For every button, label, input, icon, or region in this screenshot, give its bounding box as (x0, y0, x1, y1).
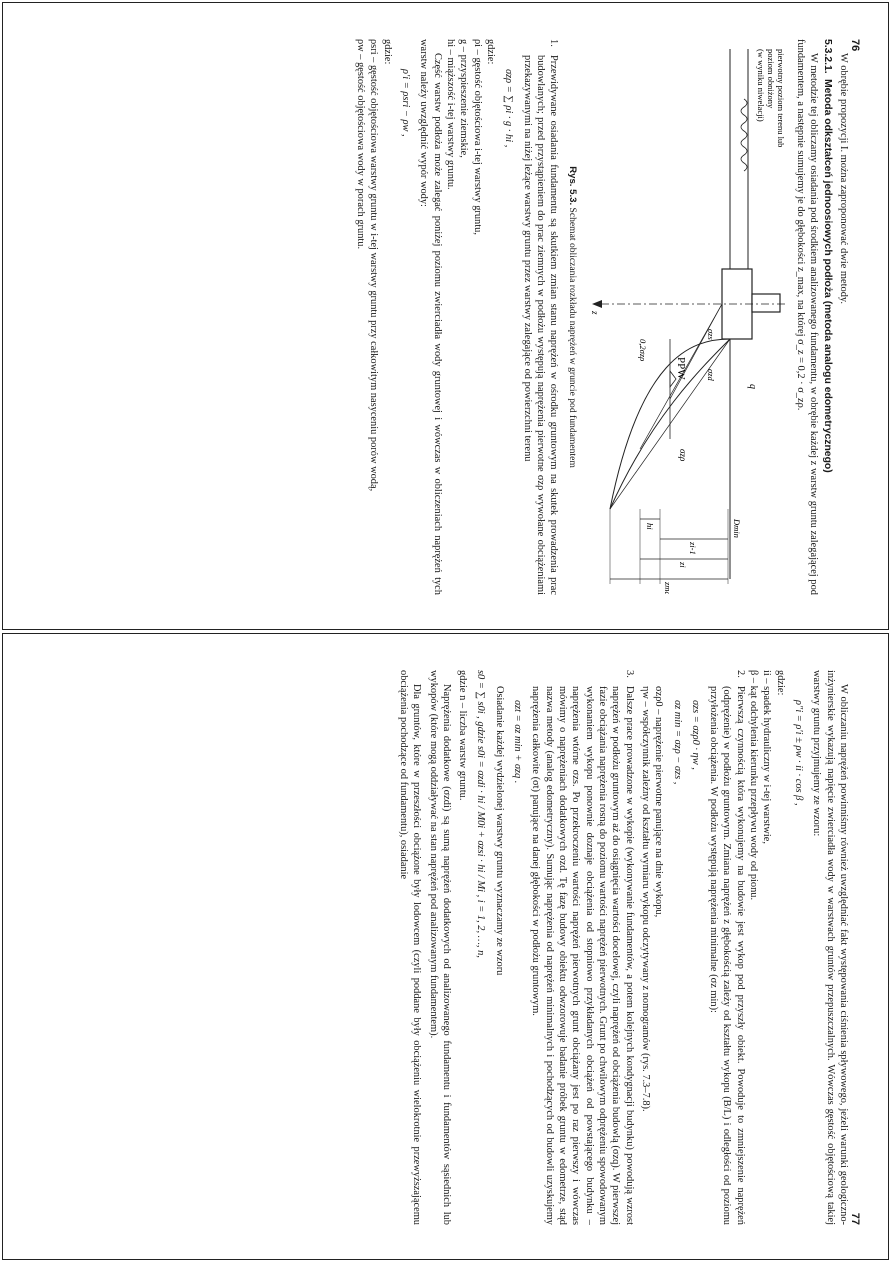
list-item-2 (707, 670, 747, 1225)
list-item-number: 2. (734, 670, 746, 678)
figure-caption-text: Schemat obliczania rozkładu naprężeń w gruncie pod fundamentem (567, 207, 579, 468)
paragraph: W obliczaniu naprężeń powinniśmy również uwzględniać fakt występowania ciśnienia spływowego, jeżeli warunki geologiczno-inżynierskie wykazują napięcie zwierciadła wody w warstwach gruntów przepuszczalnych. Wówczas gęstość objętościową takiej warstwy gruntu przyjmujemy ze wzoru: (811, 670, 849, 1225)
formula: σzt = σz min + σzq . (512, 700, 524, 784)
definition: ρsri – gęstość objętościowa warstwy gruntu w i-tej warstwy gruntu przy całkowitym nasyceniu porów wodą, (368, 39, 380, 492)
page-number: 76 (849, 39, 861, 52)
label-szs: σzs (705, 329, 716, 340)
gdzie-label: gdzie: (484, 39, 496, 65)
definition: ηw – współczynnik zależny od kształtu wymiaru wykopu odczytywany z nomogramów (rys. 7.3–7.8). (639, 686, 651, 1112)
page-number: 77 (849, 1212, 861, 1225)
page-77-rotated-content (3, 634, 888, 1259)
page-76 (33, 39, 861, 595)
paragraph: Naprężenia dodatkowe (σzdi) są sumą naprężeń dodatkowych od analizowanego fundamentu i fundamentów sąsiednich lub wykopów (które mogą oddziaływać na stan naprężeń pod analizowanym fundamentem). (427, 670, 452, 1225)
definition: hi – miąższość i-tej warstwy gruntu. (444, 39, 456, 190)
label-q: q (746, 384, 758, 389)
definition-list (354, 39, 381, 595)
page-77 (33, 670, 861, 1225)
page-77-sheet (2, 633, 889, 1260)
definition: ρi – gęstość objętościowa i-tej warstwy gruntu, (471, 39, 483, 235)
formula: s0 = ∑ s0i , gdzie s0i = σzdi · hi / M0i + σzsi · hi / Mi , i = 1, 2, …, n, (475, 670, 487, 958)
section-heading (820, 39, 833, 595)
paragraph: Część warstw podłoża może zalegać poniżej poziomu zwierciadła wody gruntowej i wówczas w obliczeniach naprężeń tych warstw należy uwzględnić wypór wody: (418, 39, 443, 595)
definition: g – przyspieszenie ziemskie, (458, 39, 470, 158)
figure-caption (566, 39, 578, 595)
label-szp: σzρ (677, 449, 688, 462)
formula: σz min = σzρ − σzs , (671, 700, 683, 785)
label-surface-3: (w wyniku niwelacji) (755, 49, 766, 122)
label-szd: σzd (705, 369, 716, 381)
list-item-number: 1. (548, 39, 560, 47)
paragraph: W metodzie tej obliczamy osiadania pod środkiem analizowanego fundamentu, w obrębie każdej z warstw gruntu zalegającej pod fundamentem, a następnie sumujemy je do głębokości z_max, na której σ_z = 0,2 · σ_zρ. (795, 39, 820, 595)
list-item-number: 3. (623, 670, 635, 678)
paragraph: gdzie n – liczba warstw gruntu. (457, 670, 469, 801)
definition-list (444, 39, 484, 595)
formula: σzs = σzρ0 · ηw , (689, 700, 701, 770)
label-ppw: PPW (674, 357, 687, 380)
list-item-1 (520, 39, 560, 595)
label-zi: zi (677, 562, 688, 568)
page-76-sheet (2, 2, 889, 630)
section-number: 5.3.2.1. (821, 39, 833, 74)
label-hi: hi (644, 523, 655, 530)
definition: β – kąt odchylenia kierunku przepływu wody od pionu. (748, 670, 760, 901)
list-item-text: Przewidywane osiadania fundamentu są skutkiem zmian stanu naprężeń w ośrodku gruntowym na skutek prowadzenia prac budowlanych; przed przystąpieniem do prac ziemnych w podłożu występują naprężenia pierwotne σzρ wywołane obciążeniami przekazywanymi na niżej leżące warstwy gruntu przez warstwy zalegające od powierzchni terenu (521, 55, 560, 595)
page-76-rotated-content (3, 3, 888, 629)
label-surface-2: poziom obniżony (765, 49, 776, 109)
label-dmin: Dmin (731, 519, 742, 538)
paragraph: Dla gruntów, które w przeszłości obciążone były lodowcem (czyli poddane były obciążeniu wielokrotnie przewyższającemu obciążenia pochodzące od fundamentu), osiadanie (397, 670, 423, 1225)
gdzie-label: gdzie: (381, 39, 393, 65)
definition: σzρ0 – naprężenie pierwotne panujące na dnie wykopu, (653, 686, 665, 918)
definition: ρw – gęstość objętościowa wody w porach gruntu. (355, 39, 367, 250)
definition-list (747, 670, 774, 1225)
definition-list (639, 670, 666, 1225)
list-item-text: Dalsze prace prowadzone w wykopie (wykonywanie fundamentów, a potem kolejnych kondygnacji budynku) powodują wzrost naprężeń w podłożu gruntowym aż do osiągnięcia wartości docelowej, czyli naprężeń od obciążenia budowlą (σzq). W pierwszej fazie obciążania naprężenia rosną do poziomu wartości naprężeń pierwotnych. Grunt po chwilowym odprężeniu spowodowanym wykonaniem wykopu ponownie doznaje obciążenia od stopniowo przykładanych obciążeń od powstającego budynku – naprężenia wtórne σzs. Po przekroczeniu wartości naprężeń pierwotnych grunt obciążany jest po raz pierwszy i wówczas mówimy o naprężeniach dodatkowych σzd. Tę fazę budowy obiektu odwzorowuje badanie próbek gruntu w edometrze, stąd nazwa metody (analog edometryczny). Sumując naprężenia od naprężeń minimalnych i pochodzących od budowli uzyskujemy naprężenia całkowite (σt) panujące na danej głębokości w podłożu gruntowym. (530, 686, 635, 1225)
figure-caption-prefix: Rys. 5.3. (567, 166, 579, 206)
formula: ρ″i = ρ′i ± ρw · ii · cos β , (793, 700, 805, 806)
definition: ii – spadek hydrauliczny w i-tej warstwie, (761, 670, 773, 844)
section-title: Metoda odkształceń jednoosiowych podłoża (metoda analogu edometrycznego) (821, 79, 833, 473)
figure-stress-diagram (566, 39, 790, 595)
list-item-3 (529, 670, 636, 1225)
formula: ρ′i = ρsri − ρw , (400, 69, 412, 137)
stress-diagram (585, 39, 790, 594)
formula: σzρ = ∑ ρi · g · hi , (503, 69, 515, 148)
paragraph: Osiadanie każdej wydzielonej warstwy gruntu wyznaczamy ze wzoru (493, 686, 505, 976)
list-item-text: Pierwszą czynnością która wykonujemy na budowie jest wykop pod przyszły obiekt. Powoduje to zmniejszenie naprężeń (odprężenie) w podłożu gruntowym. Zmiana naprężeń z głębokością zależy od kształtu wykopu (B/L) i odległości od poziomu przyłożenia obciążenia. W podłożu występują naprężenia minimalne (σz min): (708, 686, 746, 1225)
label-surface-1: pierwotny poziom terenu lub (775, 49, 786, 148)
gdzie-label: gdzie: (774, 670, 786, 696)
label-zmax: zmax (662, 582, 673, 594)
label-zi-1: zi-1 (687, 542, 698, 555)
label-z: z (589, 311, 600, 315)
label-0-2-szp: 0,2σzρ (637, 339, 648, 362)
intro-text: W obrębie propozycji I. można zaproponować dwie metody. (838, 53, 849, 305)
